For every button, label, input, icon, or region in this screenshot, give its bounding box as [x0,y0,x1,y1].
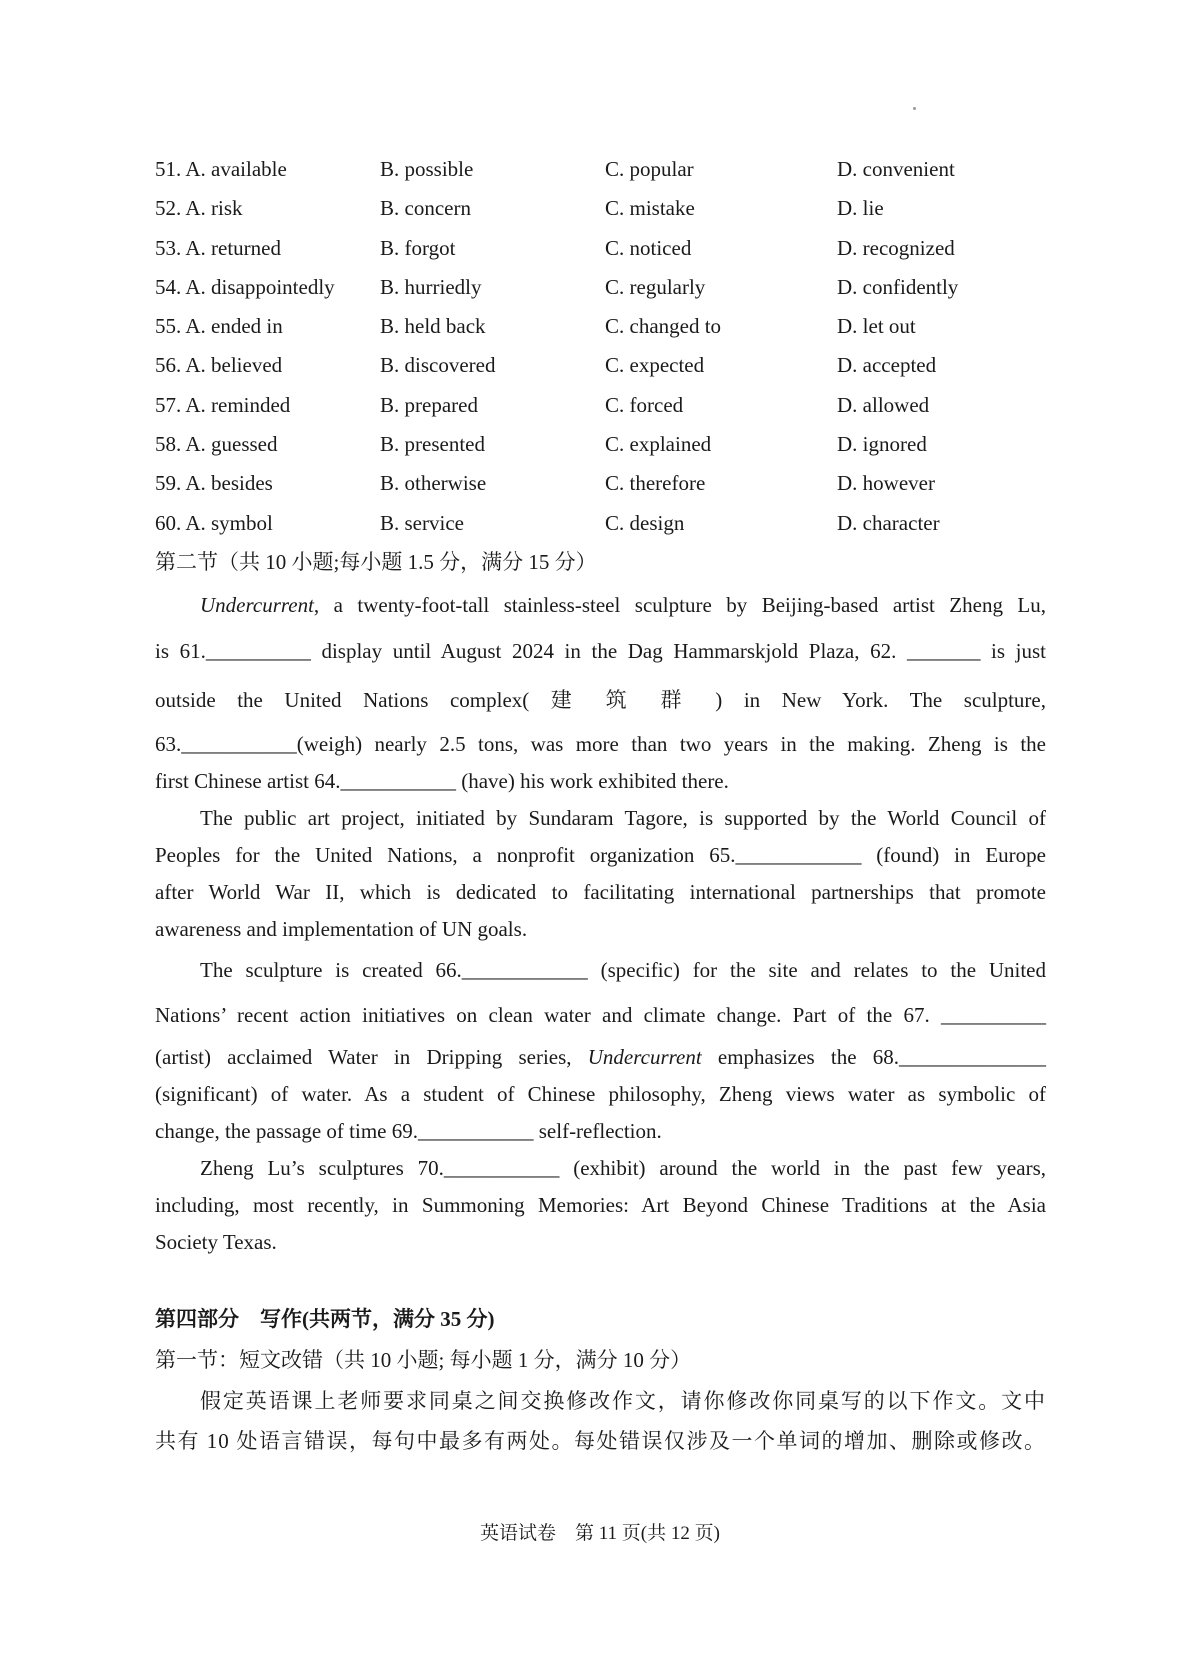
option-c: C. regularly [605,274,706,299]
option-c: C. explained [605,432,712,457]
option-d: D. character [837,510,940,535]
instructions-line: 假定英语课上老师要求同桌之间交换修改作文，请你修改你同桌写的以下作文。文中 [200,1388,1046,1413]
passage [155,582,1046,1261]
option-a: 55. A. ended in [155,314,283,339]
passage-line: outside the United Nations complex( 建 筑 群 ) in New York. The sculpture, [155,687,1046,712]
option-c: C. design [605,510,685,535]
page-content [155,150,1046,1461]
option-b: B. otherwise [380,471,487,496]
passage-line: change, the passage of time 69.___________ self-reflection. [155,1118,662,1143]
passage-line: The sculpture is created 66.____________ (specific) for the site and relates to the United [200,957,1046,982]
passage-line: Nations’ recent action initiatives on clean water and climate change. Part of the 67. __________ [155,1002,1046,1027]
option-c: C. mistake [605,196,695,221]
answer-options [155,150,1046,543]
option-a: 56. A. believed [155,353,283,378]
option-a: 59. A. besides [155,471,273,496]
option-b: B. prepared [380,392,478,417]
option-row-54 [155,268,1046,307]
option-d: D. ignored [837,432,927,457]
passage-line: Zheng Lu’s sculptures 70.___________ (exhibit) around the world in the past few years, [200,1155,1046,1180]
passage-line: (significant) of water. As a student of Chinese philosophy, Zheng views water as symbolic of [155,1081,1046,1106]
option-c: C. expected [605,353,705,378]
option-b: B. possible [380,157,474,181]
page-footer: 英语试卷 第 11 页(共 12 页) [480,1523,720,1544]
passage-text: , a twenty-foot-tall stainless-steel sculpture by Beijing-based artist Zheng Lu, [313,592,1046,617]
passage-line [155,582,1046,629]
option-row-53 [155,229,1046,268]
option-a: 51. A. available [155,157,287,181]
passage-text: emphasizes the 68.______________ [701,1044,1046,1069]
option-b: B. forgot [380,235,456,260]
section-2-heading: 第二节（共 10 小题;每小题 1.5 分，满分 15 分） [155,549,597,574]
italic-title: Undercurrent [587,1044,702,1069]
option-b: B. concern [380,196,471,221]
option-row-52 [155,189,1046,228]
passage-line: is 61.__________ display until August 2024 in the Dag Hammarskjold Plaza, 62. _______ is just [155,638,1046,663]
option-c: C. changed to [605,314,722,339]
part-4-subheading: 第一节：短文改错（共 10 小题; 每小题 1 分，满分 10 分） [155,1347,692,1372]
spacer [155,1261,1046,1299]
italic-title: Undercurrent [200,592,314,617]
option-a: 53. A. returned [155,235,281,260]
passage-line: The public art project, initiated by Sundaram Tagore, is supported by the World Council of [200,805,1046,830]
option-row-60 [155,504,1046,543]
passage-line: Society Texas. [155,1229,277,1254]
passage-line: 63.___________(weigh) nearly 2.5 tons, was more than two years in the making. Zheng is the [155,731,1046,756]
passage-line: first Chinese artist 64.___________ (have) his work exhibited there. [155,768,729,793]
option-d: D. accepted [837,353,937,378]
option-a: 60. A. symbol [155,510,273,535]
option-d: D. let out [837,314,916,339]
option-row-59 [155,464,1046,503]
part-4-heading: 第四部分 写作(共两节，满分 35 分) [155,1306,495,1331]
option-row-51 [155,150,1046,189]
option-b: B. hurriedly [380,274,482,299]
option-d: D. recognized [837,235,955,260]
option-a: 52. A. risk [155,196,243,221]
option-row-57 [155,386,1046,425]
passage-text: (artist) acclaimed Water in Dripping series, [155,1044,588,1069]
option-d: D. convenient [837,157,955,181]
passage-line: after World War II, which is dedicated to facilitating international partnerships that promote [155,879,1046,904]
option-b: B. discovered [380,353,496,378]
passage-line [155,1039,1046,1076]
option-c: C. popular [605,157,694,181]
option-c: C. forced [605,392,684,417]
option-c: C. noticed [605,235,692,260]
option-a: 58. A. guessed [155,432,278,457]
instructions-line: 共有 10 处语言错误，每句中最多有两处。每处错误仅涉及一个单词的增加、删除或修改。 [155,1428,1046,1453]
option-b: B. service [380,510,464,535]
option-row-55 [155,307,1046,346]
option-a: 54. A. disappointedly [155,274,335,299]
option-d: D. allowed [837,392,930,417]
option-d: D. lie [837,196,884,221]
option-row-56 [155,346,1046,385]
passage-line: including, most recently, in Summoning Memories: Art Beyond Chinese Traditions at the Asia [155,1192,1046,1217]
option-b: B. presented [380,432,485,457]
option-c: C. therefore [605,471,706,496]
option-d: D. however [837,471,935,496]
passage-line: awareness and implementation of UN goals. [155,916,528,941]
option-b: B. held back [380,314,486,339]
scan-speck [913,107,916,110]
option-d: D. confidently [837,274,959,299]
passage-line: Peoples for the United Nations, a nonprofit organization 65.____________ (found) in Europe [155,842,1046,867]
option-row-58 [155,425,1046,464]
option-a: 57. A. reminded [155,392,291,417]
